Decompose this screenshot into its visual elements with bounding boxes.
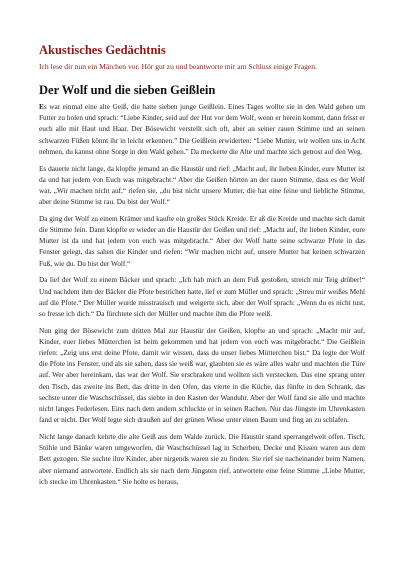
document-page [39,42,365,494]
paragraph-text: s war einmal eine alte Geiß, die hatte sieben junge Geißlein. Eines Tages wollte sie in den Wald gehen um Futter zu holen und sprach: “Liebe Kinder, seid auf der Hut vor dem Wolf, wenn er herein kommt, dann frisst er euch alle mit Haut und Haar. Der Bösewicht verstellt sich oft, aber an seiner rauen Stimme und an seinen schwarzen Füßen könnt ihr in leicht erkennen.” Die Geißlein erwiderten: “Liebe Mutter, wir wollen uns in Acht nehmen, du kannst ohne Sorge in den Wald gehen.” Da meckerte die Alte und machte sich getrost auf den Weg. [39,103,365,156]
story-paragraph [39,102,365,158]
story-paragraph: Da ging der Wolf zu einem Krämer und kaufte ein großes Stück Kreide. Er aß die Kreide und machte sich damit die Stimme fein. Dann klopfte er wieder an die Haustür der Geißen und rief: „Macht auf, ihr lieben Kinder, eure Mutter ist da und hat jedem von euch was mitgebracht.“ Aber der Wolf hatte seine schwarze Pfote in das Fenster gelegt, das sahen die Kinder und riefen: “Wir machen nicht auf, unsere Mutter hat keinen schwarzen Fuß, wie du. Du bist der Wolf.“ [39,214,365,268]
section-heading: Akustisches Gedächtnis [39,43,166,57]
story-paragraph: Nicht lange danach kehrte die alte Geiß aus dem Walde zurück. Die Haustür stand sperrangelweit offen. Tisch, Stühle und Bänke waren umgeworfen, die Waschschüssel lag in Scherben, Decke und Kissen waren aus dem Bett gezogen. Sie suchte ihre Kinder, aber nirgends waren sie zu finden. Sie rief sie nacheinander beim Namen, aber niemand antwortete. Endlich als sie nach dem Jüngsten rief, antwortete eine feine Stimme „Liebe Mutter, ich stecke im Uhrenkasten.“ Sie holte es heraus, [39,432,365,486]
story-title: Der Wolf und die sieben Geißlein [39,83,216,97]
first-letter: E [39,103,44,111]
story-paragraph: Es dauerte nicht lange, da klopfte jemand an die Haustür und rief: „Macht auf, ihr lieben Kinder, eure Mutter ist da und hat jedem von Euch was mitgebracht.“ Aber die Geißen hörten an der rauen Stimme, dass es der Wolf war, „Wir machen nicht auf,“ riefen sie, „du bist nicht unsere Mutter, die hat eine feine und liebliche Stimme, aber deine Stimme ist rau. Du bist der Wolf.“ [39,164,365,207]
story-paragraph: Nun ging der Bösewicht zum dritten Mal zur Haustür der Geißen, klopfte an und sprach: „Macht mir auf, Kinder, euer liebes Mütterchen ist heim gekommen und hat jedem von euch was mitgebracht.“ Die Geißlein riefen: „Zeig uns erst deine Pfote, damit wir wissen, dass du unser liebes Mütterchen bist.“ Da legte der Wolf die Pfote ins Fenster, und als sie sahen, dass sie weiß war, glaubten sie es wäre alles wahr und machten die Türe auf. Wer aber hereinkam, das war der Wolf. Sie erschraken und wollten sich verstecken. Das eine sprang unter den Tisch, das zweite ins Bett, das dritte in den Ofen, das vierte in die Küche, das fünfte in den Schrank, das sechste unter die Waschschüssel, das siebte in den Kasten der Wanduhr. Aber der Wolf fand sie alle und machte nicht langes Federlesen. Eins nach dem andern schluckte er in seinen Rachen. Nur das Jüngste im Uhrenkasten fand er nicht. Der Wolf legte sich draußen auf der grünen Wiese unter einen Baum und fing an zu schlafen. [39,326,365,425]
intro-text: Ich lese dir nun ein Märchen vor. Hör gut zu und beantworte mir am Schluss einige Fragen. [39,62,317,71]
story-paragraph: Da lief der Wolf zu einem Bäcker und sprach: „Ich hab mich an dem Fuß gestoßen, streich mir Teig drüber!“ Und nachdem ihm der Bäcker die Pfote bestrichen hatte, lief er zum Müller und sprach: „Streu mir weißes Mehl auf die Pfote.“ Der Müller wurde misstrauisch und weigerte sich, aber der Wolf sprach: „Wenn du es nicht tust, so fresse ich dich.“ Da fürchtete sich der Müller und machte ihm die Pfote weiß. [39,276,365,318]
